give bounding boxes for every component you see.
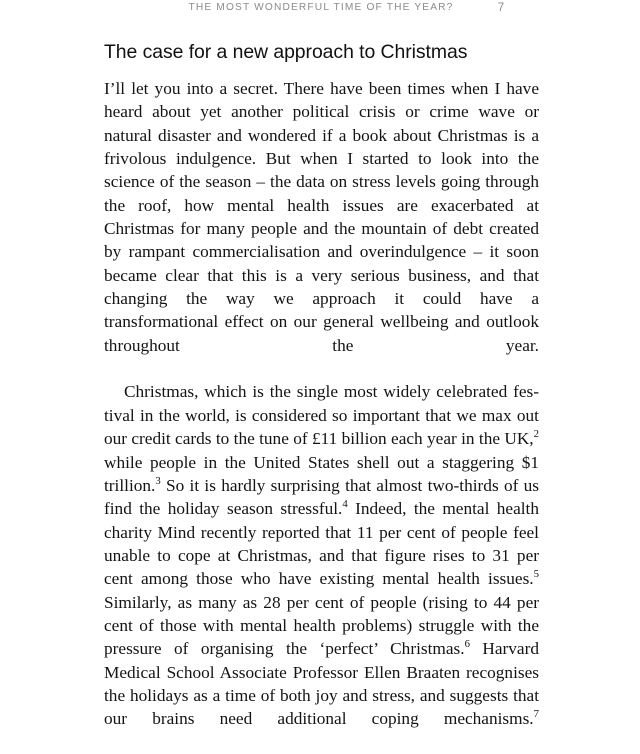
footnote-marker-2: 2	[533, 428, 539, 441]
paragraph-1: I’ll let you into a secret. There have been times when I have heard about yet another political crisis or crime wave or natural disaster and wondered if a book about Christmas is a frivolous indulgence. But when I started to look into the science of the season – the data on stress levels going through the roof, how mental health issues are exacerbated at Christmas for many people and the mountain of debt created by rampant commercialisation and overindulgence – it soon became clear that this is a very serious business, and that changing the way we approach it could have a transformational effect on our general wellbeing and outlook throughout the year.	[104, 79, 539, 355]
footnote-marker-5: 5	[533, 568, 539, 581]
footnote-marker-3: 3	[155, 475, 161, 488]
footnote-marker-4: 4	[342, 498, 348, 511]
paragraph-2: Christmas, which is the single most widely celebrated festival in the world, is considered so important that we max out our credit cards to the tune of £11 billion each year in the UK,$^2$ while people in the United States shell out a staggering $1 trillion.$^3$ So it is hardly surprising that almost two-thirds of us find the holiday season stressful.$^4$ Indeed, the mental health charity Mind recently reported that 11 per cent of people feel unable to cope at Christmas, and that figure rises to 31 per cent among those who have existing mental health issues.$^5$ Similarly, as many as 28 per cent of people (rising to 44 per cent of those with mental health problems) struggle with the pressure of organising the ‘perfect’ Christmas.$^6$ Harvard Medical School Associate Professor Ellen Braaten recognises the holidays as a time of both joy and stress, and suggests that our brains need additional coping mechanisms.$^7$	[104, 382, 539, 729]
section-heading: The case for a new approach to Christmas	[104, 41, 468, 63]
page-number: 7	[497, 2, 505, 14]
running-head-title: THE MOST WONDERFUL TIME OF THE YEAR?	[188, 2, 454, 13]
running-head	[104, 2, 538, 20]
text-block	[104, 40, 539, 754]
footnote-marker-6: 6	[464, 638, 470, 651]
footnote-marker-7: 7	[533, 708, 539, 721]
